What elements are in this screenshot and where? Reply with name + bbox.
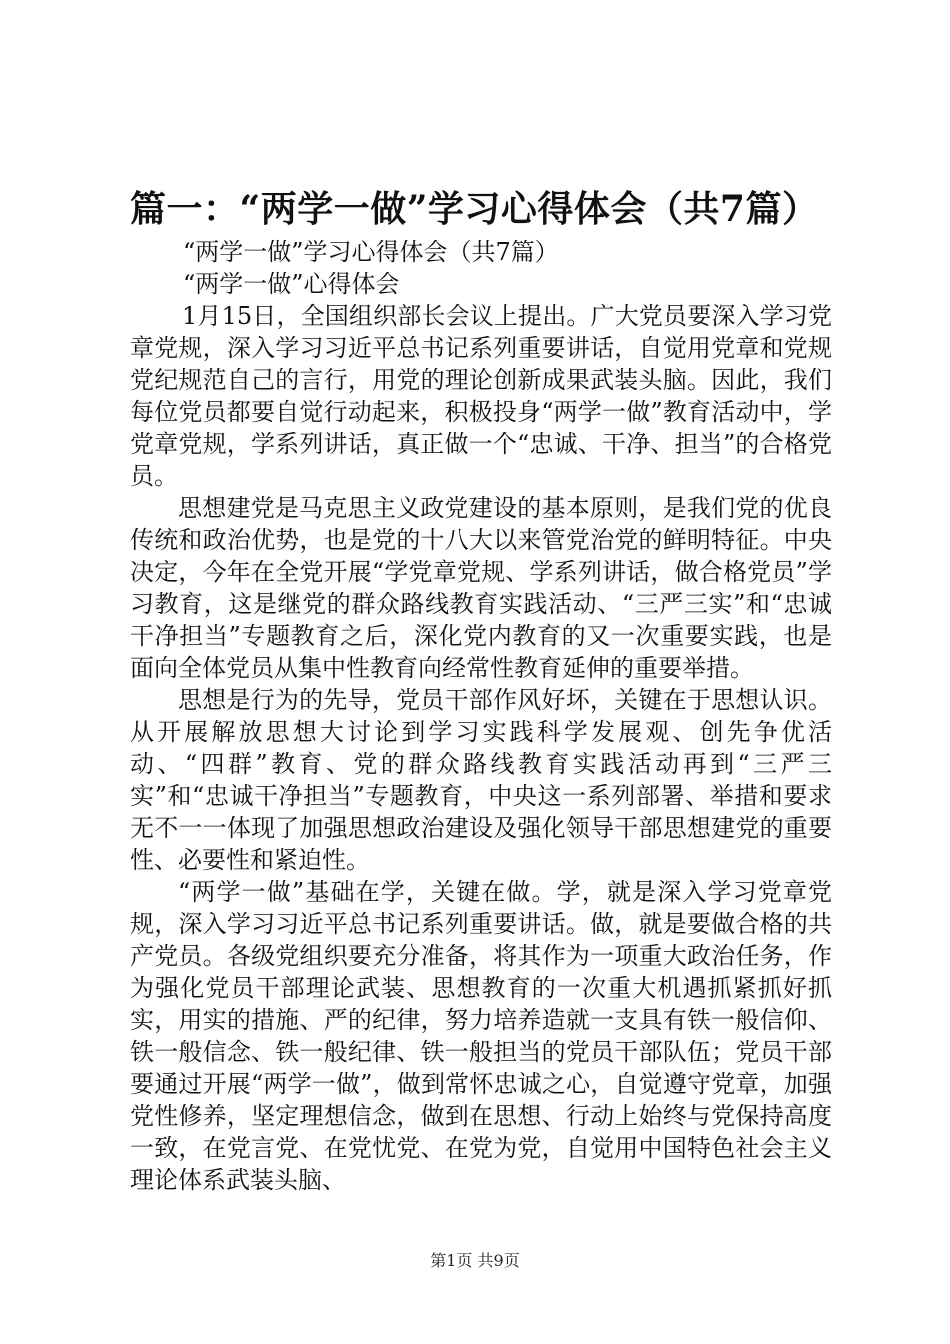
body-paragraph: “两学一做”基础在学，关键在做。学，就是深入学习党章党规，深入学习习近平总书记系列重要讲话。做，就是要做合格的共产党员。各级党组织要充分准备，将其作为一项重大政治任务，作为强化党员干部理论武装、思想教育的一次重大机遇抓紧抓好抓实，用实的措施、严的纪律，努力培养造就一支具有铁一般信仰、铁一般信念、铁一般纪律、铁一般担当的党员干部队伍；党员干部要通过开展“两学一做”，做到常怀忠诚之心，自觉遵守党章，加强党性修养，坚定理想信念，做到在思想、行动上始终与党保持高度一致，在党言党、在党忧党、在党为党，自觉用中国特色社会主义理论体系武装头脑、	[130, 878, 832, 1194]
page-number-footer: 第1页 共9页	[430, 1251, 520, 1270]
document-body	[130, 236, 832, 1196]
subheading: “两学一做”学习心得体会（共7篇）	[183, 238, 559, 266]
body-paragraph: 思想是行为的先导，党员干部作风好坏，关键在于思想认识。从开展解放思想大讨论到学习实践科学发展观、创先争优活动、“四群”教育、党的群众路线教育实践活动再到“三严三实”和“忠诚干净担当”专题教育，中央这一系列部署、举措和要求无不一一体现了加强思想政治建设及强化领导干部思想建党的重要性、必要性和紧迫性。	[130, 686, 832, 874]
subheading: “两学一做”心得体会	[183, 270, 400, 298]
body-paragraph: 思想建党是马克思主义政党建设的基本原则，是我们党的优良传统和政治优势，也是党的十八大以来管党治党的鲜明特征。中央决定，今年在全党开展“学党章党规、学系列讲话，做合格党员”学习教育，这是继党的群众路线教育实践活动、“三严三实”和“忠诚干净担当”专题教育之后，深化党内教育的又一次重要实践，也是面向全体党员从集中性教育向经常性教育延伸的重要举措。	[130, 494, 832, 682]
document-title: 篇一：“两学一做”学习心得体会（共7篇）	[130, 188, 819, 230]
body-paragraph: 1月15日，全国组织部长会议上提出。广大党员要深入学习党章党规，深入学习习近平总书记系列重要讲话，自觉用党章和党规党纪规范自己的言行，用党的理论创新成果武装头脑。因此，我们每位党员都要自觉行动起来，积极投身“两学一做”教育活动中，学党章党规，学系列讲话，真正做一个“忠诚、干净、担当”的合格党员。	[130, 302, 832, 490]
